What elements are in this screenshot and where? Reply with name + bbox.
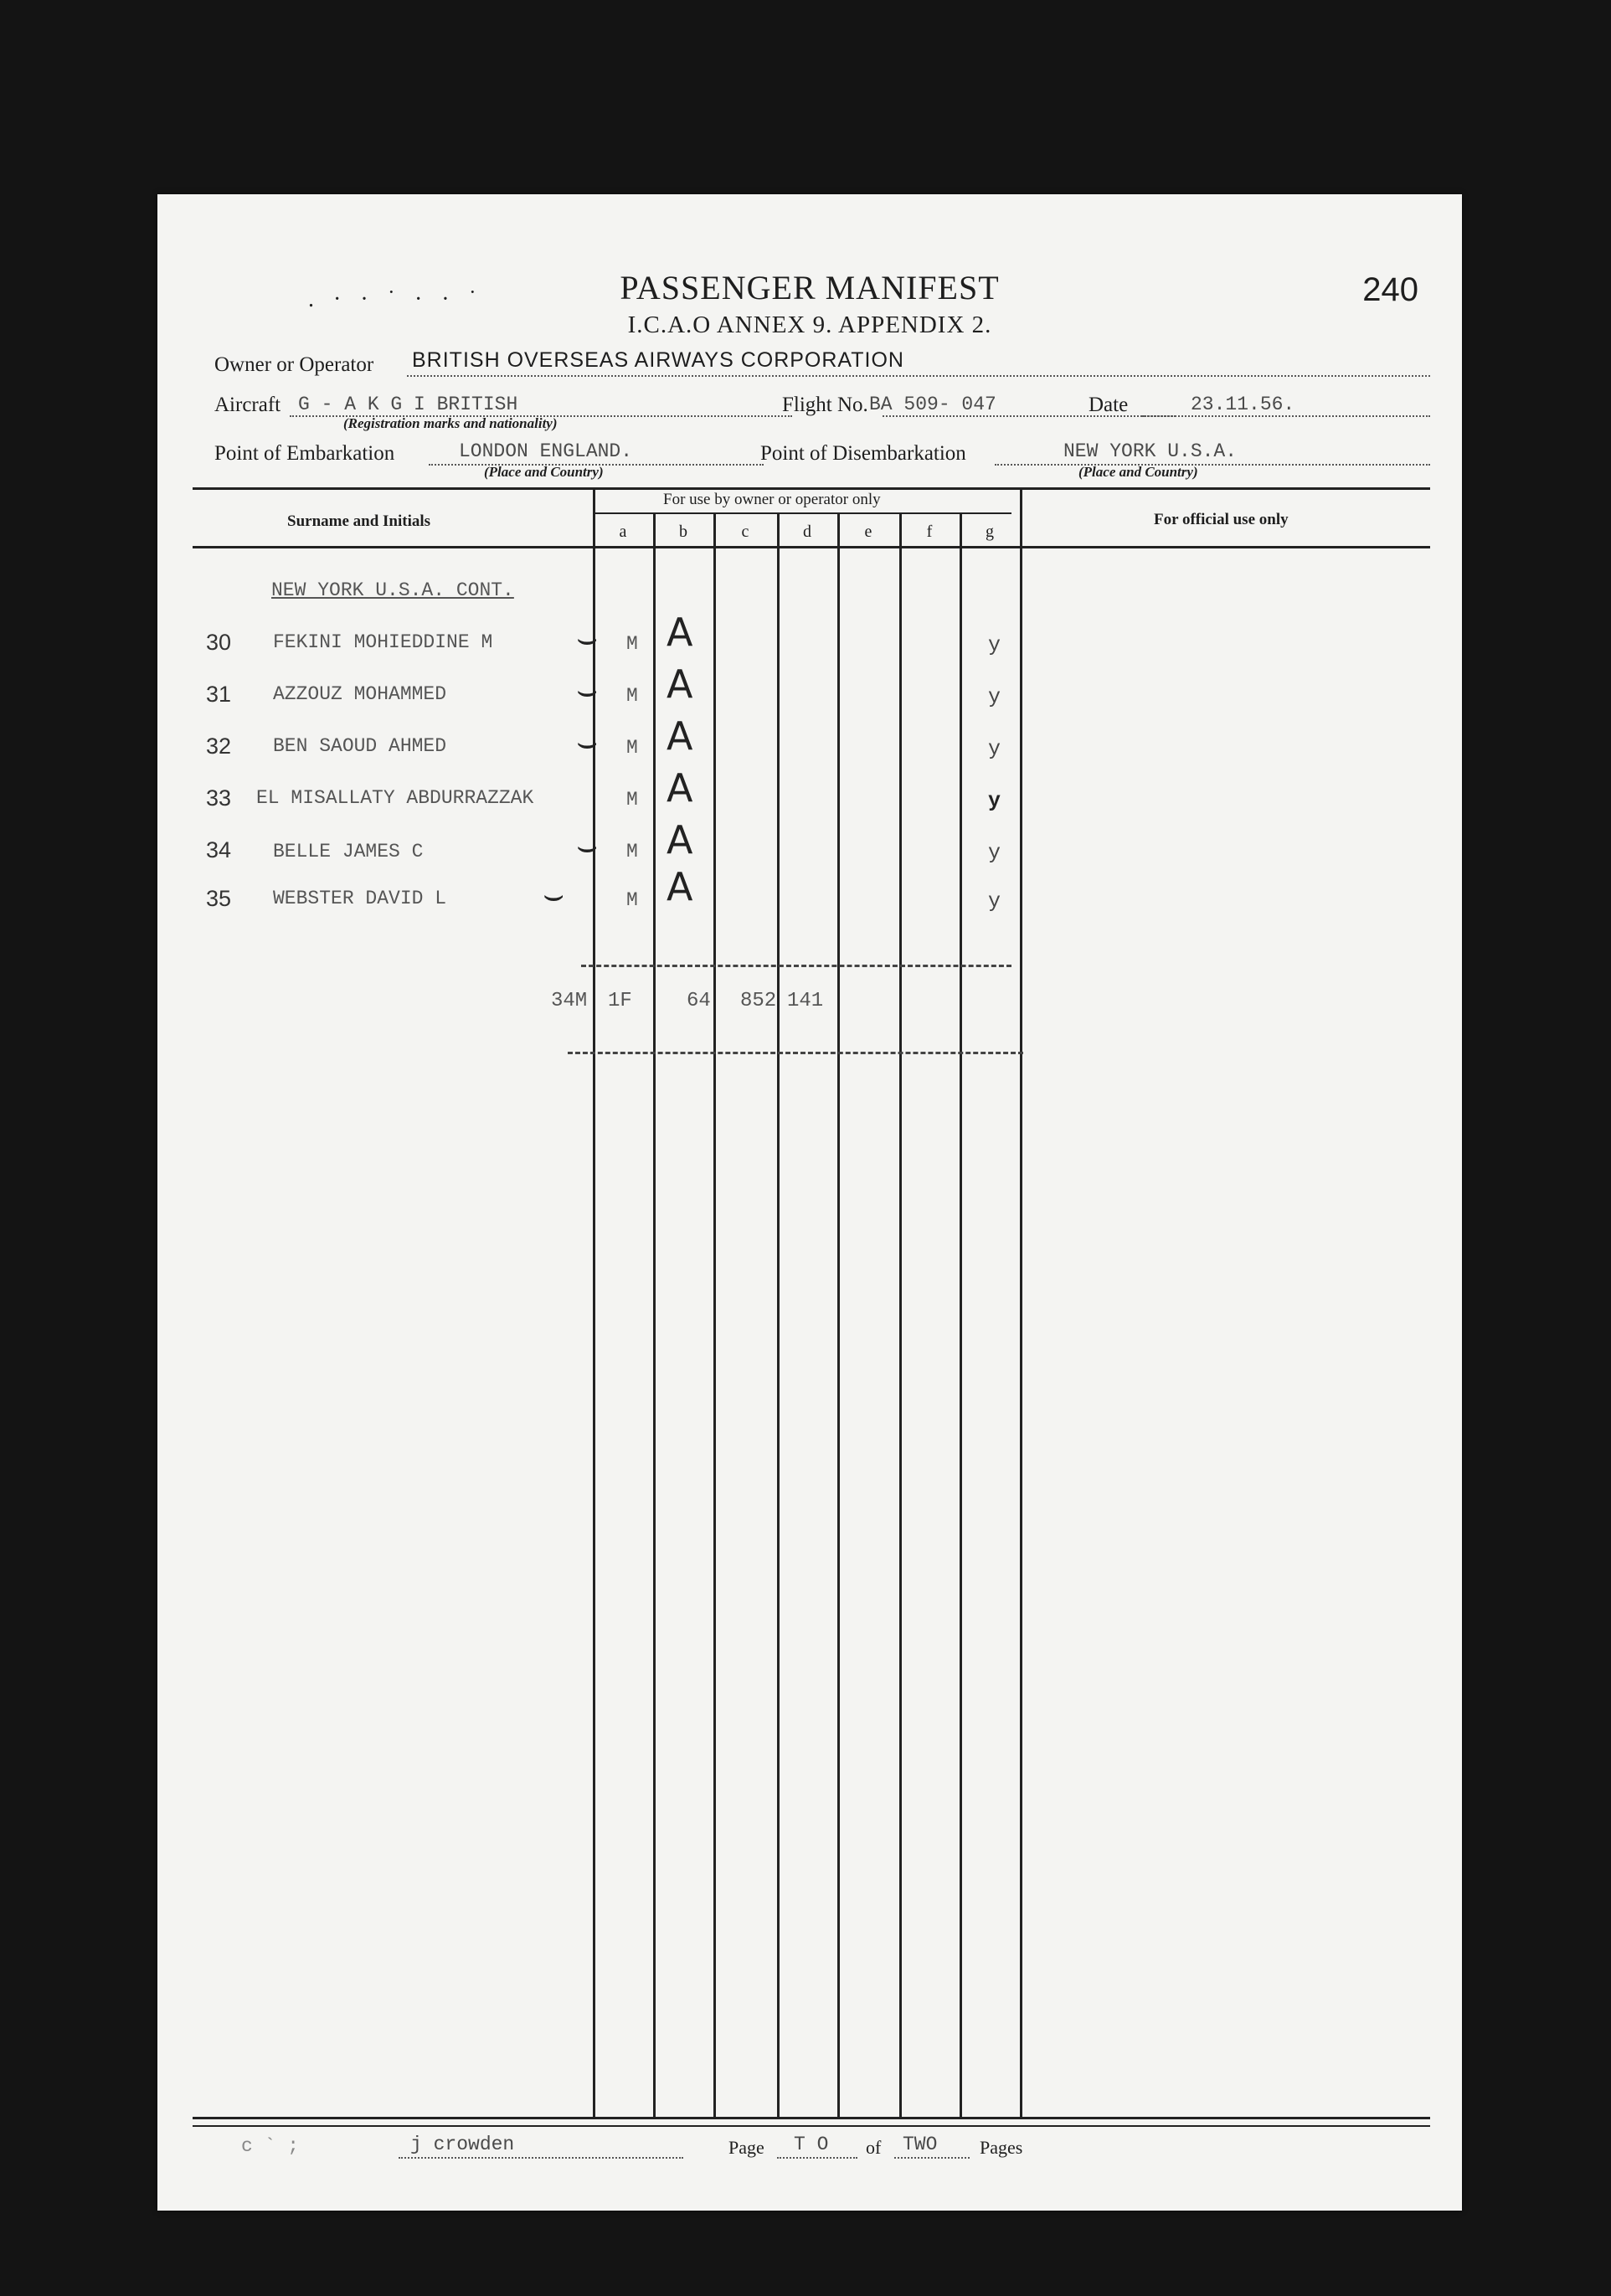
row-32-sex: M — [626, 737, 638, 759]
total-col-b: 64 — [687, 990, 711, 1012]
footer-page-label: Page — [728, 2137, 764, 2158]
col-letter-g: g — [986, 523, 994, 541]
table-top-rule — [193, 487, 1430, 490]
row-32-tick-mark: ⌣ — [576, 723, 599, 762]
row-31-mark: A — [667, 662, 693, 707]
footer-top-rule — [193, 2117, 1430, 2119]
row-30-mark: A — [667, 610, 693, 655]
col-header-official-use: For official use only — [1154, 511, 1289, 528]
of-dotline — [894, 2157, 970, 2159]
signature-dotline — [399, 2157, 683, 2159]
disembarkation-caption: (Place and Country) — [1078, 464, 1198, 480]
total-col-d: 141 — [787, 990, 824, 1012]
row-31-g: y — [988, 685, 1001, 709]
col-line-g-left — [960, 512, 962, 2117]
col-line-e-left — [837, 512, 840, 2117]
row-35-number: 35 — [206, 886, 232, 911]
header-bottom-rule — [193, 546, 1430, 548]
continued-heading: NEW YORK U.S.A. CONT. — [271, 579, 514, 601]
row-35-name: WEBSTER DAVID L — [273, 888, 447, 909]
row-35-mark: A — [667, 864, 693, 909]
owner-value: BRITISH OVERSEAS AIRWAYS CORPORATION — [412, 348, 904, 372]
page-number: 240 — [1362, 271, 1418, 308]
row-33-name: EL MISALLATY ABDURRAZZAK — [256, 787, 534, 809]
row-34-number: 34 — [206, 837, 232, 862]
footer-of-value: TWO — [903, 2134, 938, 2155]
row-35-sex: M — [626, 889, 638, 911]
row-33-number: 33 — [206, 785, 232, 811]
footer-pages-label: Pages — [980, 2137, 1023, 2158]
row-30-tick-mark: ⌣ — [576, 620, 599, 658]
row-34-mark: A — [667, 817, 693, 862]
footer-of-label: of — [866, 2137, 882, 2158]
col-line-b-left — [653, 512, 656, 2117]
totals-bottom-dashed-rule — [568, 1052, 1023, 1054]
flight-label: Flight No. — [782, 394, 868, 416]
disembarkation-label: Point of Disembarkation — [760, 442, 966, 465]
date-value: 23.11.56. — [1191, 394, 1295, 415]
totals-top-dashed-rule — [581, 965, 1011, 967]
row-32-mark: A — [667, 713, 693, 759]
owner-dotline — [407, 375, 1430, 377]
owner-label: Owner or Operator — [214, 353, 374, 376]
aircraft-value: G - A K G I BRITISH — [298, 394, 518, 415]
col-letter-f: f — [926, 523, 933, 541]
row-35-g: y — [988, 889, 1001, 914]
row-31-number: 31 — [206, 682, 232, 707]
col-line-d-left — [777, 512, 780, 2117]
row-34-tick-mark: ⌣ — [576, 827, 599, 866]
aircraft-label: Aircraft — [214, 394, 281, 416]
row-32-g: y — [988, 737, 1001, 761]
stray-marks: . · · ˙ · · ˙ — [308, 286, 483, 312]
footer-stray-marks: c ` ; — [241, 2135, 300, 2157]
col-line-c-left — [713, 512, 716, 2117]
row-30-sex: M — [626, 633, 638, 655]
row-30-g: y — [988, 633, 1001, 657]
manifest-sheet — [157, 194, 1462, 2211]
col-letter-d: d — [803, 523, 811, 541]
row-31-sex: M — [626, 685, 638, 707]
col-header-owner-use: For use by owner or operator only — [663, 491, 881, 508]
row-33-mark: A — [667, 765, 693, 811]
row-30-number: 30 — [206, 630, 232, 655]
row-33-sex: M — [626, 789, 638, 811]
row-33-g: y — [988, 789, 1001, 813]
col-line-official-left — [1020, 487, 1022, 2117]
flight-dotline — [883, 415, 1176, 417]
col-letter-b: b — [679, 523, 687, 541]
page-title: PASSENGER MANIFEST — [620, 269, 1000, 306]
page-subtitle: I.C.A.O ANNEX 9. APPENDIX 2. — [627, 311, 992, 338]
embarkation-value: LONDON ENGLAND. — [459, 440, 633, 462]
col-letter-e: e — [864, 523, 872, 541]
col-line-f-left — [899, 512, 902, 2117]
col-letter-c: c — [741, 523, 749, 541]
date-dotline — [1142, 415, 1430, 417]
row-34-g: y — [988, 841, 1001, 865]
row-35-tick-mark: ⌣ — [543, 876, 565, 914]
total-female: 1F — [608, 990, 632, 1012]
row-32-name: BEN SAOUD AHMED — [273, 735, 447, 757]
row-34-name: BELLE JAMES C — [273, 841, 424, 862]
page-dotline — [777, 2157, 857, 2159]
disembarkation-value: NEW YORK U.S.A. — [1063, 440, 1238, 462]
embarkation-label: Point of Embarkation — [214, 442, 395, 465]
col-letter-a: a — [619, 523, 627, 541]
total-male: 34M — [551, 990, 588, 1012]
owner-subheader-rule — [593, 512, 1011, 514]
total-col-c: 852 — [740, 990, 777, 1012]
footer-page-value: T O — [794, 2134, 829, 2155]
col-header-name: Surname and Initials — [287, 512, 431, 530]
row-30-name: FEKINI MOHIEDDINE M — [273, 631, 493, 653]
aircraft-caption: (Registration marks and nationality) — [343, 415, 558, 431]
row-31-name: AZZOUZ MOHAMMED — [273, 683, 447, 705]
row-32-number: 32 — [206, 734, 232, 759]
date-label: Date — [1089, 394, 1129, 416]
flight-value: BA 509- 047 — [869, 394, 996, 415]
disembarkation-dotline — [995, 464, 1430, 466]
row-34-sex: M — [626, 841, 638, 862]
footer-second-rule — [193, 2125, 1430, 2127]
embarkation-caption: (Place and Country) — [484, 464, 604, 480]
signature: j crowden — [410, 2134, 515, 2155]
row-31-tick-mark: ⌣ — [576, 672, 599, 710]
